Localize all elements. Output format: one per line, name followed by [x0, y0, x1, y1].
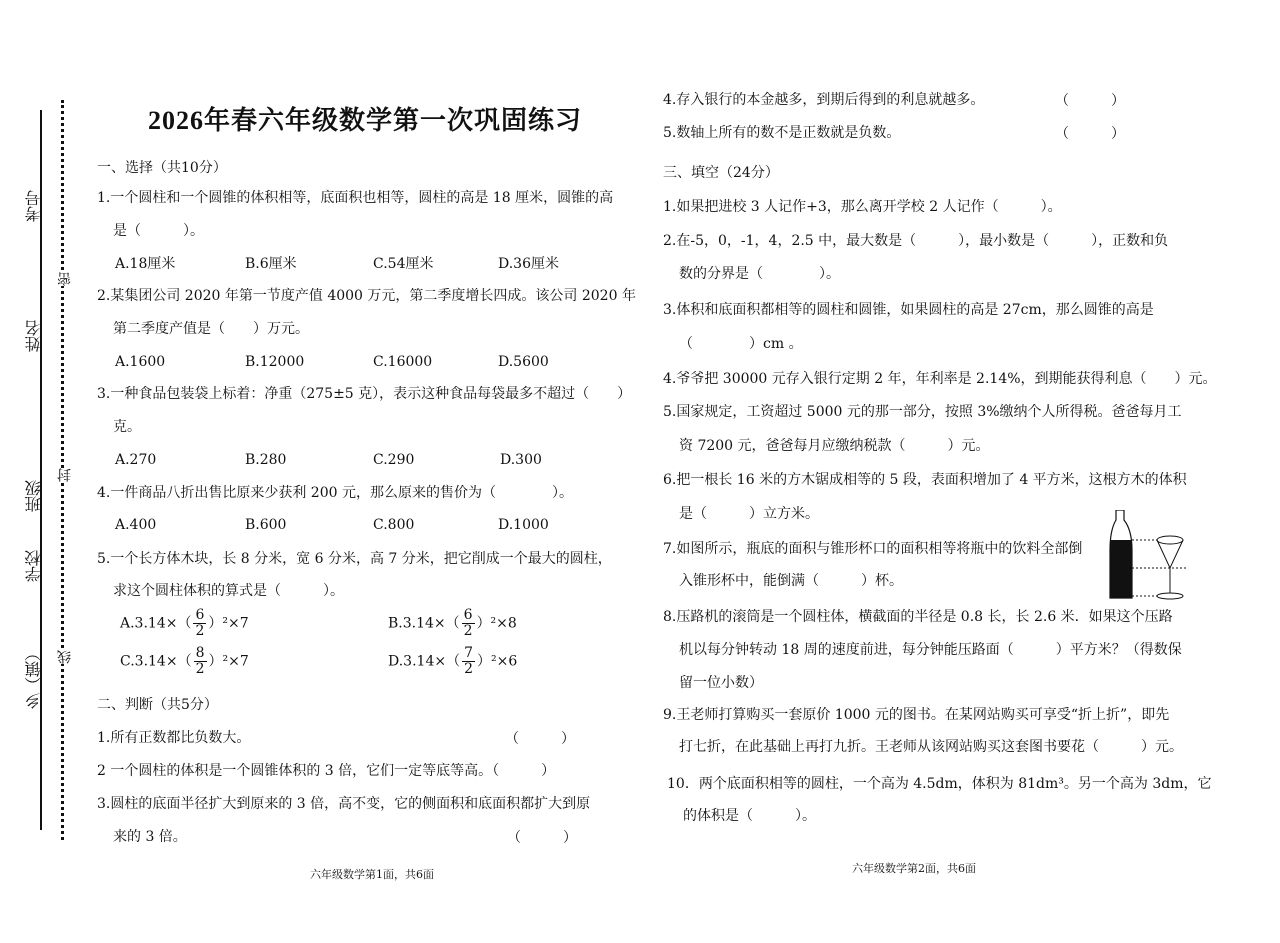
question-text: 5.一个长方体木块，长 8 分米，宽 6 分米，高 7 分米，把它削成一个最大的圆柱， — [97, 551, 612, 567]
option-d: D.1000 — [498, 517, 549, 533]
question-text: 第二季度产值是（ ）万元。 — [113, 321, 309, 337]
field-school: 学校 — [24, 550, 43, 582]
option-d: D.300 — [500, 452, 542, 468]
option-b: B.600 — [245, 517, 287, 533]
question-text: 7.如图所示，瓶底的面积与锥形杯口的面积相等将瓶中的饮料全部倒 — [663, 541, 1083, 557]
field-name: 姓名 — [24, 320, 43, 352]
question-text: 来的 3 倍。 — [113, 829, 187, 845]
question-text: 9.王老师打算购买一套原价 1000 元的图书。在某网站购买可享受“折上折”，即先 — [663, 707, 1170, 723]
field-class: 班级 — [24, 480, 43, 512]
question-text: 留一位小数） — [679, 675, 763, 691]
numerator: 8 — [195, 645, 205, 661]
option-d: D.5600 — [498, 354, 549, 370]
bottle-and-cone-cup-figure — [1108, 510, 1188, 600]
numerator: 6 — [463, 607, 473, 623]
question-text: 8.压路机的滚筒是一个圆柱体，横截面的半径是 0.8 长，长 2.6 米．如果这个压路 — [663, 609, 1173, 625]
answer-blank: （ ） — [1055, 126, 1125, 142]
denominator: 2 — [195, 661, 205, 677]
field-township: 乡（镇） — [24, 645, 43, 709]
question-text: 是（ ）。 — [113, 223, 204, 239]
section-judge-heading: 二、判断（共5分） — [97, 697, 218, 713]
option-c: C.290 — [373, 452, 415, 468]
answer-blank: （ ） — [505, 731, 575, 747]
question-text: 的体积是（ ）。 — [683, 808, 816, 824]
question-text: 克。 — [113, 419, 141, 435]
question-text: 2.在-5，0，-1，4，2.5 中，最大数是（ ），最小数是（ ），正数和负 — [663, 233, 1169, 249]
option-c: C.800 — [373, 517, 415, 533]
denominator: 2 — [463, 623, 473, 639]
option-b — [388, 608, 517, 639]
question-text: 4.爷爷把 30000 元存入银行定期 2 年，年利率是 2.14%，到期能获得利息（ ）元。 — [663, 371, 1217, 387]
denominator: 2 — [195, 623, 205, 639]
question-text: 求这个圆柱体积的算式是（ ）。 — [113, 583, 344, 599]
option-d: D.36厘米 — [498, 256, 559, 272]
question-text: 4.一件商品八折出售比原来少获利 200 元，那么原来的售价为（ ）。 — [97, 485, 573, 501]
option-a — [120, 608, 249, 639]
formula-text: C.3.14×（ — [120, 653, 192, 670]
question-text: 资 7200 元，爸爸每月应缴纳税款（ ）元。 — [679, 438, 990, 454]
answer-blank: （ ） — [1055, 93, 1125, 109]
fraction — [462, 646, 475, 677]
question-text: 5.数轴上所有的数不是正数就是负数。 — [663, 125, 901, 141]
option-a: A.400 — [115, 517, 157, 533]
option-b: B.6厘米 — [245, 256, 297, 272]
option-a: A.270 — [115, 452, 157, 468]
question-text: 5.国家规定，工资超过 5000 元的那一部分，按照 3%缴纳个人所得税。爸爸每月工 — [663, 404, 1182, 420]
question-text: 入锥形杯中，能倒满（ ）杯。 — [679, 573, 903, 589]
formula-text: ）²×6 — [477, 653, 518, 670]
formula-text: ）²×7 — [208, 653, 249, 670]
answer-blank: （ ） — [507, 830, 577, 846]
formula-text: ）²×8 — [476, 615, 517, 632]
option-d — [388, 646, 517, 677]
denominator: 2 — [464, 661, 473, 677]
field-exam-number: 考号 — [24, 190, 43, 222]
option-c: C.16000 — [373, 354, 433, 370]
option-b: B.12000 — [245, 354, 305, 370]
formula-text: B.3.14×（ — [388, 615, 460, 632]
question-text: 6.把一根长 16 米的方木锯成相等的 5 段，表面积增加了 4 平方米，这根方木的体积 — [663, 472, 1187, 488]
section-choice-heading: 一、选择（共10分） — [97, 160, 227, 176]
option-c: C.54厘米 — [373, 256, 434, 272]
page-footer: 六年级数学第2面，共6面 — [852, 862, 976, 875]
question-text: 3.圆柱的底面半径扩大到原来的 3 倍，高不变，它的侧面积和底面积都扩大到原 — [97, 796, 591, 812]
option-a: A.1600 — [115, 354, 166, 370]
question-text: 是（ ）立方米。 — [679, 506, 819, 522]
question-text: 4.存入银行的本金越多，到期后得到的利息就越多。 — [663, 92, 985, 108]
question-text: 1.如果把进校 3 人记作+3，那么离开学校 2 人记作（ ）。 — [663, 199, 1062, 215]
question-text: 3.一种食品包装袋上标着：净重（275±5 克），表示这种食品每袋最多不超过（ ） — [97, 386, 632, 402]
fraction — [194, 646, 207, 677]
question-text: （ ）cm 。 — [679, 336, 803, 352]
question-text: 打七折，在此基础上再打九折。王老师从该网站购买这套图书要花（ ）元。 — [679, 739, 1183, 755]
numerator: 7 — [464, 645, 473, 661]
option-a: A.18厘米 — [115, 256, 176, 272]
option-b: B.280 — [245, 452, 287, 468]
page-footer: 六年级数学第1面，共6面 — [310, 868, 434, 881]
formula-text: D.3.14×（ — [388, 653, 461, 670]
option-c — [120, 646, 249, 677]
question-text: 2.某集团公司 2020 年第一节度产值 4000 万元，第二季度增长四成。该公司 2020 年 — [97, 288, 636, 304]
formula-text: A.3.14×（ — [120, 615, 192, 632]
question-text: 机以每分钟转动 18 周的速度前进，每分钟能压路面（ ）平方米？（得数保 — [679, 642, 1182, 658]
question-text: 2 一个圆柱的体积是一个圆锥体积的 3 倍，它们一定等底等高。（ ） — [97, 763, 556, 779]
question-text: 1.一个圆柱和一个圆锥的体积相等，底面积也相等，圆柱的高是 18 厘米，圆锥的高 — [97, 190, 614, 206]
question-text: 10．两个底面积相等的圆柱，一个高为 4.5dm，体积为 81dm³。另一个高为 3dm，它 — [667, 776, 1212, 792]
question-text: 3.体积和底面积都相等的圆柱和圆锥，如果圆柱的高是 27cm，那么圆锥的高是 — [663, 302, 1154, 318]
formula-text: ）²×7 — [208, 615, 249, 632]
numerator: 6 — [195, 607, 205, 623]
page-title: 2026年春六年级数学第一次巩固练习 — [148, 106, 583, 135]
seal-word-xian: 线 — [57, 650, 73, 664]
seal-word-feng: 封 — [57, 468, 73, 482]
question-text: 数的分界是（ ）。 — [679, 266, 840, 282]
question-text: 1.所有正数都比负数大。 — [97, 730, 251, 746]
fraction — [193, 608, 206, 639]
fraction — [462, 608, 475, 639]
seal-word-mi: 密 — [57, 272, 73, 286]
section-fill-heading: 三、填空（24分） — [663, 165, 779, 181]
